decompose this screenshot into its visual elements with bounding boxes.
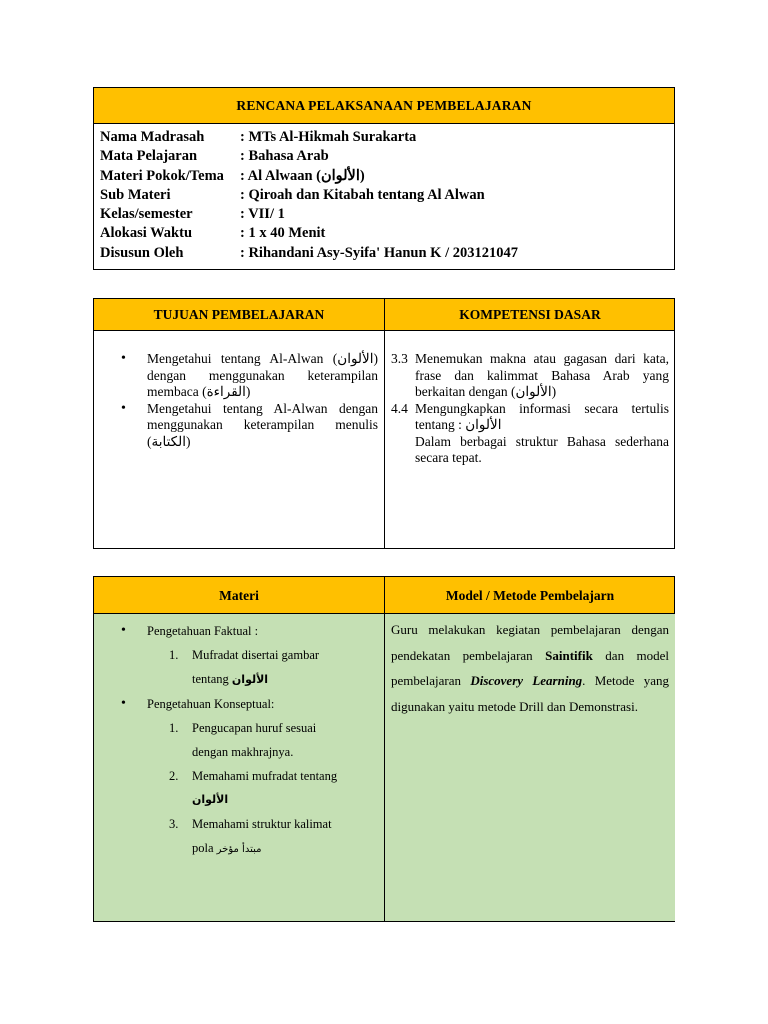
item-text: Mufradat disertai gambar [192, 648, 320, 662]
model-cell [385, 614, 675, 921]
materi-heading: Materi [219, 588, 259, 603]
identity-row [100, 186, 674, 205]
row-label: Nama Madrasah [100, 129, 205, 145]
arabic-text: الألوان [231, 673, 269, 686]
item-number: 1. [169, 648, 179, 662]
tujuan-cell [94, 331, 384, 548]
model-text: Guru melakukan kegiatan pembelajaran dengan pendekatan pembelajaran [391, 622, 669, 663]
model-heading: Model / Metode Pembelajarn [445, 588, 615, 603]
row-value: : Rihandani Asy-Syifa' Hanun K / 203121047 [240, 244, 518, 261]
model-paragraph [391, 617, 669, 719]
item-number: 2. [169, 769, 179, 783]
item-text: Memahami struktur kalimat [192, 817, 332, 831]
item-number: 1. [169, 721, 179, 735]
faktual-label: • Pengetahuan Faktual : [121, 619, 378, 643]
identity-row [100, 147, 674, 166]
materi-cell [94, 614, 384, 921]
identity-row [100, 205, 674, 224]
list-item [391, 351, 669, 401]
tujuan-heading: TUJUAN PEMBELAJARAN [153, 307, 325, 322]
kompetensi-heading: KOMPETENSI DASAR [459, 307, 601, 322]
arabic-text: الألوان [192, 793, 229, 806]
identity-row [100, 244, 674, 263]
row-value: : MTs Al-Hikmah Surakarta [240, 129, 417, 145]
model-bold: Saintifik [545, 647, 593, 663]
row-value: : 1 x 40 Menit [240, 225, 326, 242]
rpp-identity-table [93, 87, 675, 270]
row-value: : Al Alwaan (الألوان) [240, 167, 365, 184]
item-text: Pengucapan huruf sesuai [192, 721, 317, 735]
item-text: tentang [192, 672, 229, 686]
list-item [391, 401, 669, 467]
row-label: Alokasi Waktu [100, 225, 193, 242]
tujuan-kompetensi-table [93, 298, 675, 549]
item-text-continued [192, 667, 378, 692]
konseptual-label: • Pengetahuan Konseptual: [121, 692, 378, 716]
row-value: : VII/ 1 [240, 206, 285, 223]
kd-number: 3.3 [391, 351, 408, 366]
item-number: 3. [169, 817, 179, 831]
row-label: Mata Pelajaran [100, 148, 198, 165]
item-text: Memahami mufradat tentang [192, 769, 338, 783]
kd-text: Menemukan makna atau gagasan dari kata, frase dan kalimmat Bahasa Arab yang berkaitan dengan (الألوان) [415, 351, 669, 399]
list-item [121, 764, 378, 812]
identity-row [100, 128, 674, 147]
materi-model-table [93, 576, 675, 922]
kd-number: 4.4 [391, 400, 408, 416]
row-label: Sub Materi [100, 186, 171, 203]
identity-row [100, 224, 674, 243]
model-text: dan model pembelajaran [391, 647, 670, 688]
kompetensi-cell [385, 331, 675, 548]
list-item: • Mengetahui tentang Al-Alwan (الألوان) dengan menggunakan keterampilan membaca (القراءة) [121, 351, 378, 401]
identity-row [100, 167, 674, 186]
row-label: Materi Pokok/Tema [100, 167, 224, 184]
item-text-continued [192, 836, 378, 862]
item-text-continued: dengan makhrajnya. [192, 745, 294, 759]
list-item [121, 643, 378, 692]
list-item [121, 716, 378, 764]
identity-rows [94, 124, 674, 263]
model-text: . Metode yang digunakan yaitu metode Drill dan Demonstrasi. [391, 673, 670, 714]
row-label: Disusun Oleh [100, 244, 184, 261]
kd-text: Mengungkapkan informasi secara tertulis tentang : الألوان [415, 400, 669, 432]
row-label: Kelas/semester [100, 206, 193, 223]
arabic-text: مبتدأ مؤخر [216, 844, 262, 855]
model-bold-italic: Discovery Learning [470, 673, 583, 688]
kd-text-continued: Dalam berbagai struktur Bahasa sederhana secara tepat. [415, 433, 669, 465]
row-value: : Bahasa Arab [240, 148, 329, 165]
row-value: : Qiroah dan Kitabah tentang Al Alwan [240, 186, 485, 203]
rpp-title: RENCANA PELAKSANAAN PEMBELAJARAN [94, 88, 674, 124]
list-item [121, 812, 378, 862]
item-text: pola [192, 841, 214, 855]
list-item: • Mengetahui tentang Al-Alwan dengan menggunakan keterampilan menulis (الكتابة) [121, 401, 378, 451]
